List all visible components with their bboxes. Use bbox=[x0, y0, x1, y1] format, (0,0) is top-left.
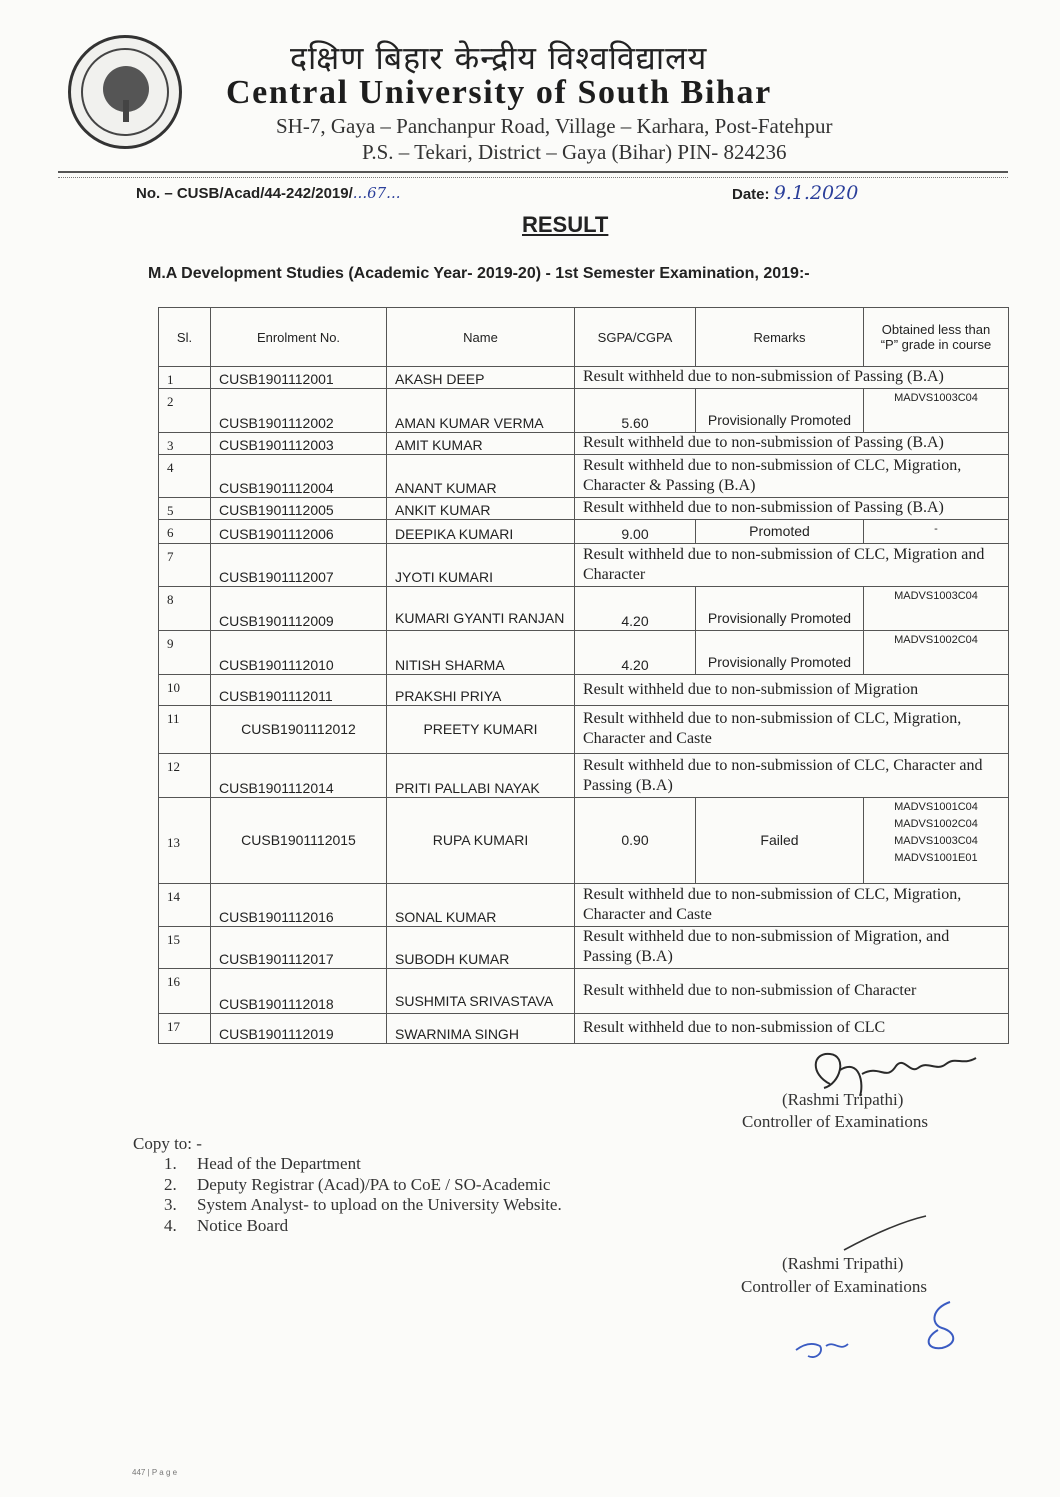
university-name: Central University of South Bihar bbox=[226, 74, 772, 111]
header-remarks: Remarks bbox=[696, 308, 864, 367]
copy-recipient: Notice Board bbox=[197, 1215, 289, 1235]
table-row bbox=[159, 455, 1009, 498]
signature-stroke-icon bbox=[840, 1210, 930, 1254]
row-withheld-note: Result withheld due to non-submission of Passing (B.A) bbox=[575, 367, 1009, 389]
copy-recipient: System Analyst- to upload on the University Website. bbox=[197, 1195, 562, 1214]
row-sgpa: 5.60 bbox=[575, 389, 696, 433]
row-withheld-note: Result withheld due to non-submission of Passing (B.A) bbox=[575, 433, 1009, 455]
row-sl: 5 bbox=[159, 498, 211, 520]
row-enrolment: CUSB1901112017 bbox=[211, 927, 387, 969]
row-remarks: Failed bbox=[696, 798, 864, 884]
address-line-2: P.S. – Tekari, District – Gaya (Bihar) PIN- 824236 bbox=[362, 140, 787, 164]
row-name: PRITI PALLABI NAYAK bbox=[387, 754, 575, 798]
row-enrolment: CUSB1901112006 bbox=[211, 520, 387, 544]
row-enrolment: CUSB1901112001 bbox=[211, 367, 387, 389]
row-sl: 4 bbox=[159, 455, 211, 498]
table-row bbox=[159, 706, 1009, 754]
signatory-name: (Rashmi Tripathi) bbox=[782, 1090, 904, 1109]
copy-to-label: Copy to: - bbox=[133, 1134, 202, 1153]
row-enrolment: CUSB1901112007 bbox=[211, 544, 387, 587]
header-name: Name bbox=[387, 308, 575, 367]
copy-recipient: Head of the Department bbox=[197, 1154, 361, 1173]
row-enrolment: CUSB1901112015 bbox=[211, 798, 387, 884]
row-enrolment: CUSB1901112019 bbox=[211, 1014, 387, 1044]
table-row bbox=[159, 587, 1009, 631]
row-withheld-note: Result withheld due to non-submission of Migration bbox=[575, 675, 1009, 706]
row-name: AKASH DEEP bbox=[387, 367, 575, 389]
row-name: JYOTI KUMARI bbox=[387, 544, 575, 587]
signatory-title: Controller of Examinations bbox=[742, 1112, 929, 1131]
row-name: SUSHMITA SRIVASTAVA bbox=[387, 969, 575, 1014]
row-name: KUMARI GYANTI RANJAN bbox=[387, 587, 575, 631]
table-row bbox=[159, 498, 1009, 520]
header-enrolment: Enrolment No. bbox=[211, 308, 387, 367]
copy-to-list bbox=[164, 1154, 562, 1236]
row-withheld-note: Result withheld due to non-submission of CLC, Migration, Character & Passing (B.A) bbox=[575, 455, 1009, 498]
handwritten-ref-number: ...67... bbox=[352, 184, 401, 202]
row-enrolment: CUSB1901112003 bbox=[211, 433, 387, 455]
row-enrolment: CUSB1901112002 bbox=[211, 389, 387, 433]
date-label: Date: bbox=[732, 186, 770, 203]
table-row bbox=[159, 969, 1009, 1014]
row-name: NITISH SHARMA bbox=[387, 631, 575, 675]
row-sl: 10 bbox=[159, 675, 211, 706]
table-row bbox=[159, 520, 1009, 544]
row-remarks: Provisionally Promoted bbox=[696, 631, 864, 675]
row-sgpa: 9.00 bbox=[575, 520, 696, 544]
row-enrolment: CUSB1901112010 bbox=[211, 631, 387, 675]
row-enrolment: CUSB1901112005 bbox=[211, 498, 387, 520]
page-footer: 447 | P a g e bbox=[132, 1468, 178, 1477]
row-sl: 14 bbox=[159, 884, 211, 927]
row-grade: MADVS1001C04 MADVS1002C04 MADVS1003C04 MADVS1001E01 bbox=[864, 798, 1009, 884]
row-withheld-note: Result withheld due to non-submission of Character bbox=[575, 969, 1009, 1014]
table-row bbox=[159, 798, 1009, 884]
row-grade: - bbox=[864, 520, 1009, 544]
initials-ink-icon bbox=[790, 1294, 970, 1374]
row-sgpa: 0.90 bbox=[575, 798, 696, 884]
row-sgpa: 4.20 bbox=[575, 587, 696, 631]
row-sl: 15 bbox=[159, 927, 211, 969]
row-name: SUBODH KUMAR bbox=[387, 927, 575, 969]
row-withheld-note: Result withheld due to non-submission of CLC bbox=[575, 1014, 1009, 1044]
list-item: 2. Deputy Registrar (Acad)/PA to CoE / SO-Academic bbox=[164, 1174, 551, 1194]
table-row bbox=[159, 1014, 1009, 1044]
row-grade: MADVS1003C04 bbox=[864, 587, 1009, 631]
row-grade: MADVS1003C04 bbox=[864, 389, 1009, 433]
university-name-hindi: दक्षिण बिहार केन्द्रीय विश्वविद्यालय bbox=[290, 39, 708, 77]
table-row bbox=[159, 884, 1009, 927]
table-row bbox=[159, 927, 1009, 969]
row-sl: 11 bbox=[159, 706, 211, 754]
row-withheld-note: Result withheld due to non-submission of CLC, Character and Passing (B.A) bbox=[575, 754, 1009, 798]
row-name: AMAN KUMAR VERMA bbox=[387, 389, 575, 433]
exam-subtitle: M.A Development Studies (Academic Year- 2019-20) - 1st Semester Examination, 2019:- bbox=[148, 265, 810, 282]
row-enrolment: CUSB1901112014 bbox=[211, 754, 387, 798]
row-sl: 8 bbox=[159, 587, 211, 631]
row-sl: 16 bbox=[159, 969, 211, 1014]
row-remarks: Provisionally Promoted bbox=[696, 587, 864, 631]
row-remarks: Provisionally Promoted bbox=[696, 389, 864, 433]
row-withheld-note: Result withheld due to non-submission of Migration, and Passing (B.A) bbox=[575, 927, 1009, 969]
table-row bbox=[159, 367, 1009, 389]
row-enrolment: CUSB1901112009 bbox=[211, 587, 387, 631]
table-row bbox=[159, 389, 1009, 433]
list-item: 1. Head of the Department bbox=[164, 1154, 361, 1173]
row-remarks: Promoted bbox=[696, 520, 864, 544]
row-enrolment: CUSB1901112016 bbox=[211, 884, 387, 927]
row-withheld-note: Result withheld due to non-submission of Passing (B.A) bbox=[575, 498, 1009, 520]
row-name: ANANT KUMAR bbox=[387, 455, 575, 498]
row-sl: 3 bbox=[159, 433, 211, 455]
row-sl: 1 bbox=[159, 367, 211, 389]
row-grade: MADVS1002C04 bbox=[864, 631, 1009, 675]
document-date bbox=[732, 182, 858, 204]
row-name: SWARNIMA SINGH bbox=[387, 1014, 575, 1044]
copy-recipient: Deputy Registrar (Acad)/PA to CoE / SO-Academic bbox=[197, 1174, 551, 1194]
row-name: PREETY KUMARI bbox=[387, 706, 575, 754]
handwritten-date: 9.1.2020 bbox=[773, 182, 859, 204]
row-sl: 17 bbox=[159, 1014, 211, 1044]
address-line-1: SH-7, Gaya – Panchanpur Road, Village – Karhara, Post-Fatehpur bbox=[276, 114, 833, 138]
row-sl: 6 bbox=[159, 520, 211, 544]
table-row bbox=[159, 631, 1009, 675]
header-sl: Sl. bbox=[159, 308, 211, 367]
header-divider bbox=[58, 171, 1008, 178]
reference-label: No. – CUSB/Acad/44-242/2019/ bbox=[136, 185, 353, 202]
table-header-row bbox=[159, 308, 1009, 367]
row-name: RUPA KUMARI bbox=[387, 798, 575, 884]
list-item: 4. Notice Board bbox=[164, 1215, 289, 1235]
header-sgpa: SGPA/CGPA bbox=[575, 308, 696, 367]
university-seal bbox=[68, 35, 182, 149]
row-sgpa: 4.20 bbox=[575, 631, 696, 675]
row-enrolment: CUSB1901112012 bbox=[211, 706, 387, 754]
reference-number bbox=[136, 184, 400, 202]
list-item: 3. System Analyst- to upload on the University Website. bbox=[164, 1195, 562, 1214]
row-withheld-note: Result withheld due to non-submission of CLC, Migration, Character and Caste bbox=[575, 884, 1009, 927]
row-sl: 7 bbox=[159, 544, 211, 587]
header-grade: Obtained less than “P” grade in course bbox=[864, 308, 1009, 367]
row-name: SONAL KUMAR bbox=[387, 884, 575, 927]
row-sl: 12 bbox=[159, 754, 211, 798]
signatory-name-2: (Rashmi Tripathi) bbox=[782, 1254, 904, 1273]
table-row bbox=[159, 754, 1009, 798]
signatory-title-2: Controller of Examinations bbox=[741, 1277, 928, 1296]
row-enrolment: CUSB1901112018 bbox=[211, 969, 387, 1014]
table-row bbox=[159, 544, 1009, 587]
result-table bbox=[158, 307, 1009, 1044]
table-row bbox=[159, 675, 1009, 706]
row-sl: 13 bbox=[159, 798, 211, 884]
row-name: PRAKSHI PRIYA bbox=[387, 675, 575, 706]
row-withheld-note: Result withheld due to non-submission of CLC, Migration, Character and Caste bbox=[575, 706, 1009, 754]
row-name: AMIT KUMAR bbox=[387, 433, 575, 455]
row-name: DEEPIKA KUMARI bbox=[387, 520, 575, 544]
row-withheld-note: Result withheld due to non-submission of CLC, Migration and Character bbox=[575, 544, 1009, 587]
row-name: ANKIT KUMAR bbox=[387, 498, 575, 520]
row-sl: 9 bbox=[159, 631, 211, 675]
row-enrolment: CUSB1901112004 bbox=[211, 455, 387, 498]
page-title: RESULT bbox=[522, 212, 609, 237]
row-sl: 2 bbox=[159, 389, 211, 433]
row-enrolment: CUSB1901112011 bbox=[211, 675, 387, 706]
table-row bbox=[159, 433, 1009, 455]
